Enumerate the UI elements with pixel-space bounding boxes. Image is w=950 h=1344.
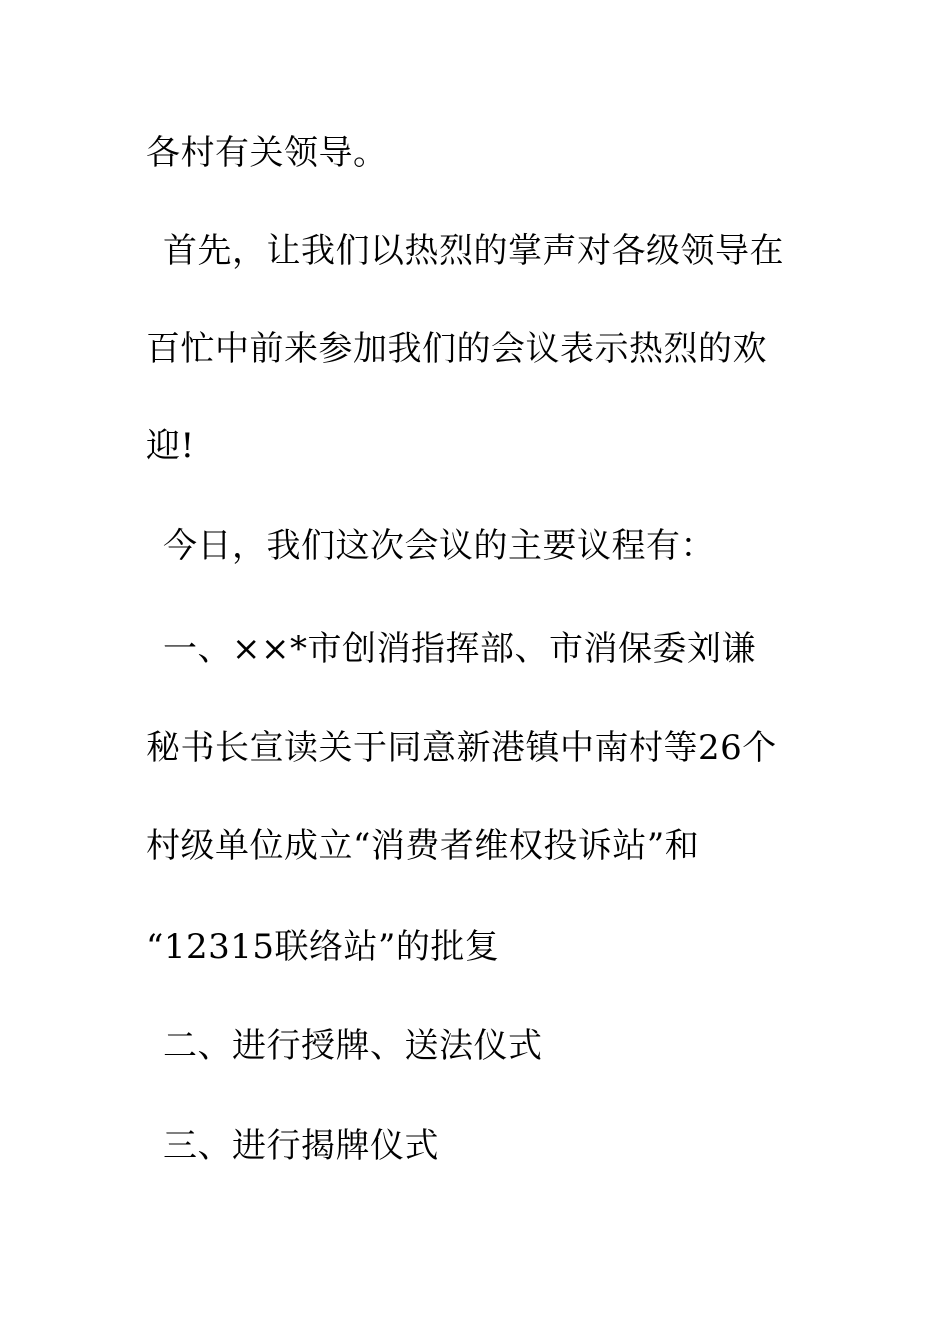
text-line-4: 迎! — [146, 426, 195, 466]
text-line-6: 一、××*市创消指挥部、市消保委刘谦 — [163, 629, 756, 669]
text-line-5: 今日，我们这次会议的主要议程有： — [163, 526, 715, 566]
text-line-8: 村级单位成立“消费者维权投诉站”和 — [146, 826, 700, 866]
text-line-9: “12315联络站”的批复 — [146, 927, 500, 967]
text-line-10: 二、进行授牌、送法仪式 — [163, 1026, 543, 1066]
text-line-7: 秘书长宣读关于同意新港镇中南村等26个 — [146, 728, 777, 768]
text-line-1: 各村有关领导。 — [146, 133, 388, 173]
text-line-3: 百忙中前来参加我们的会议表示热烈的欢 — [146, 329, 767, 369]
text-line-2: 首先，让我们以热烈的掌声对各级领导在 — [163, 231, 784, 271]
text-line-11: 三、进行揭牌仪式 — [163, 1126, 439, 1166]
